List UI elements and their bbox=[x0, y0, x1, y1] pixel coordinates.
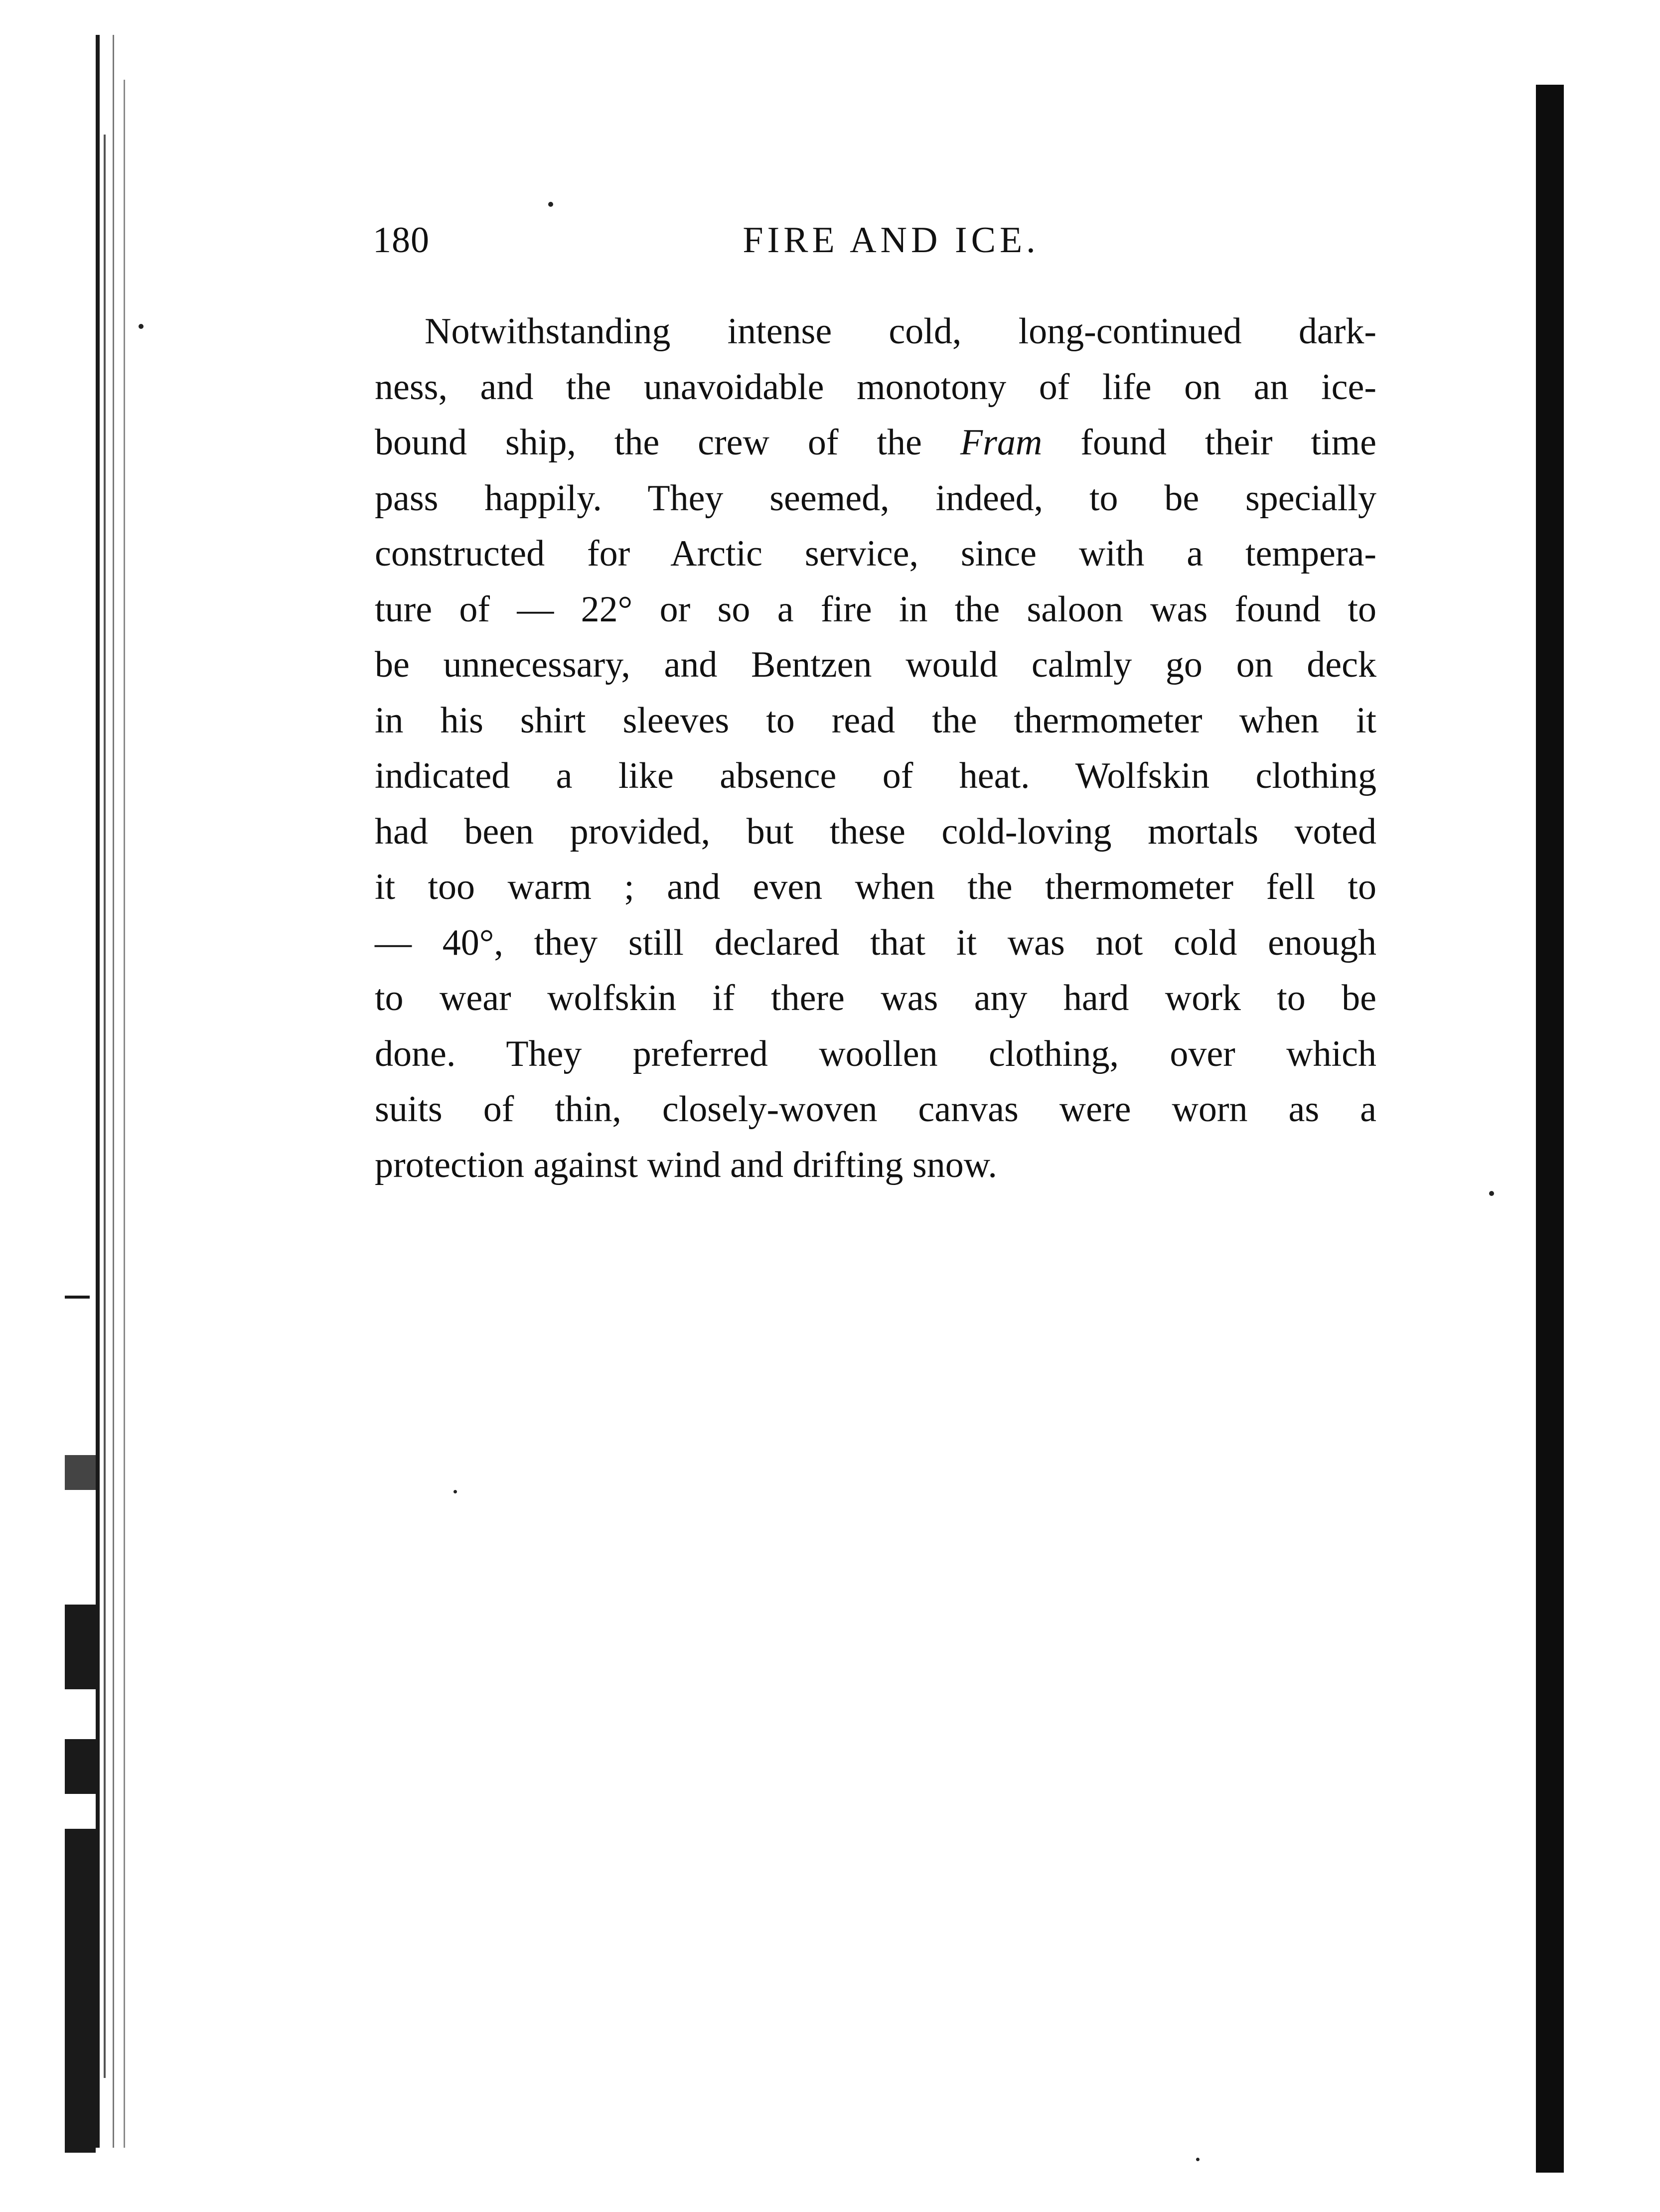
page-number: 180 bbox=[373, 220, 430, 261]
text-line: — 40°, they still declared that it was not cold enough bbox=[375, 922, 1376, 963]
text-line: Notwithstanding intense cold, long-continued dark- bbox=[425, 311, 1376, 352]
scan-speck bbox=[453, 1490, 457, 1493]
binding-edge bbox=[65, 35, 174, 2158]
scan-speck bbox=[139, 324, 144, 329]
text-line: done. They preferred woollen clothing, over which bbox=[375, 1033, 1376, 1074]
ship-name-italic: Fram bbox=[960, 422, 1043, 463]
text-line: to wear wolfskin if there was any hard work to be bbox=[375, 978, 1376, 1019]
text-line: suits of thin, closely-woven canvas were worn as a bbox=[375, 1089, 1376, 1130]
text-line: be unnecessary, and Bentzen would calmly go on deck bbox=[375, 644, 1376, 685]
scan-speck bbox=[548, 202, 553, 207]
text-fragment: bound ship, the crew of the bbox=[375, 422, 960, 463]
text-line: protection against wind and drifting snow. bbox=[375, 1144, 997, 1185]
page-edge-shadow bbox=[1536, 85, 1564, 2173]
text-line: ness, and the unavoidable monotony of life on an ice- bbox=[375, 366, 1376, 408]
text-line: ture of — 22° or so a fire in the saloon was found to bbox=[375, 589, 1376, 630]
text-line: in his shirt sleeves to read the thermometer when it bbox=[375, 700, 1376, 741]
scan-speck bbox=[1196, 2158, 1200, 2161]
scan-speck bbox=[1489, 1191, 1494, 1196]
running-head: FIRE AND ICE. bbox=[743, 220, 1040, 261]
text-line-with-italic bbox=[375, 415, 1376, 471]
text-line: indicated a like absence of heat. Wolfskin clothing bbox=[375, 755, 1376, 796]
text-line: had been provided, but these cold-loving mortals voted bbox=[375, 811, 1376, 852]
text-line: constructed for Arctic service, since with a tempera- bbox=[375, 533, 1376, 574]
page-header bbox=[373, 219, 1379, 274]
text-line: it too warm ; and even when the thermometer fell to bbox=[375, 867, 1376, 907]
text-fragment: found their time bbox=[1042, 422, 1376, 463]
text-line: pass happily. They seemed, indeed, to be specially bbox=[375, 477, 1376, 519]
body-paragraph bbox=[375, 304, 1376, 1193]
